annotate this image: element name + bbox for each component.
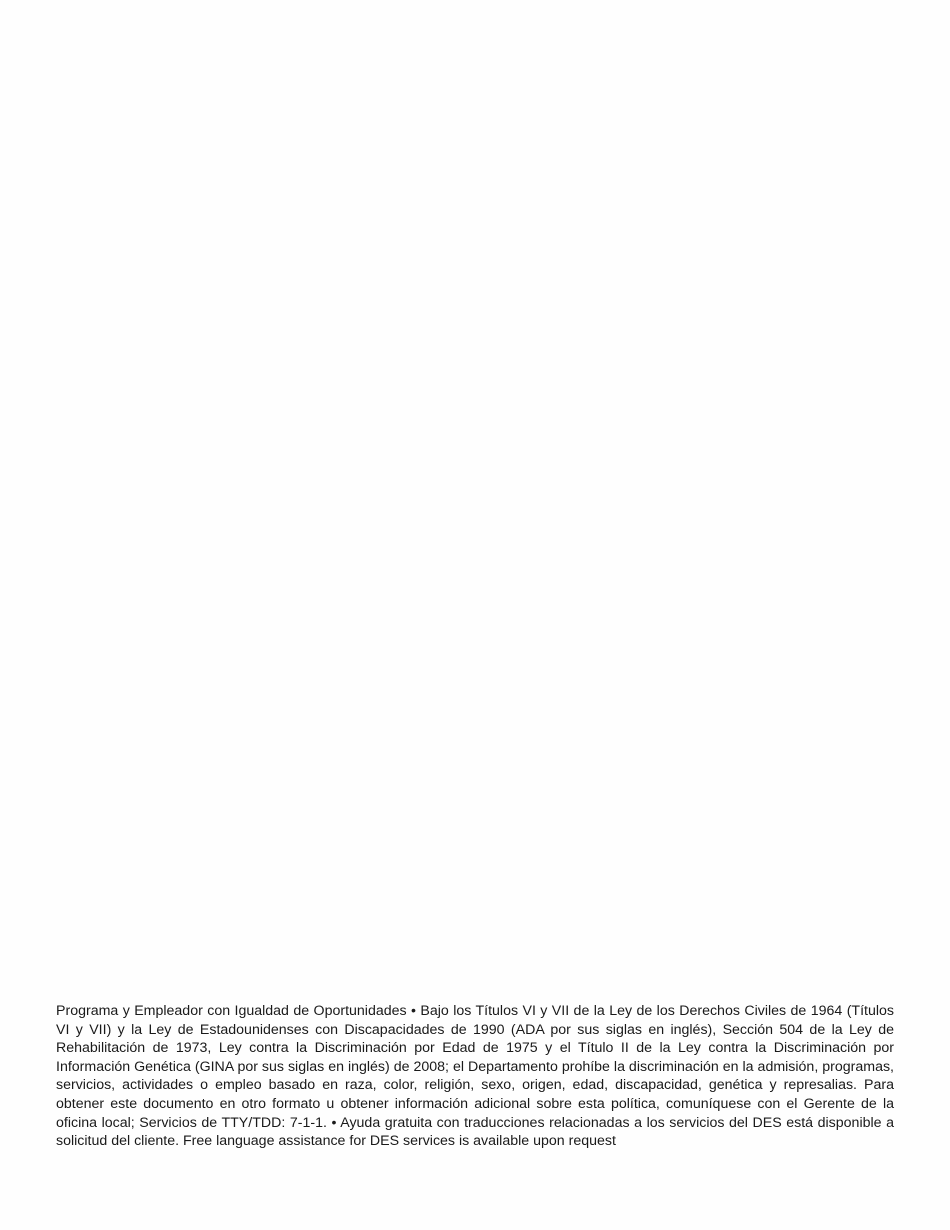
equal-opportunity-notice: Programa y Empleador con Igualdad de Oportunidades • Bajo los Títulos VI y VII de la Ley de los Derechos Civiles de 1964 (Títulos VI y VII) y la Ley de Estadounidenses con Discapacidades de 1990 (ADA por sus siglas en inglés), Sección 504 de la Ley de Rehabilitación de 1973, Ley contra la Discriminación por Edad de 1975 y el Título II de la Ley contra la Discriminación por Información Genética (GINA por sus siglas en inglés) de 2008; el Departamento prohíbe la discriminación en la admisión, programas, servicios, actividades o empleo basado en raza, color, religión, sexo, origen, edad, discapacidad, genética y represalias. Para obtener este documento en otro formato u obtener información adicional sobre esta política, comuníquese con el Gerente de la oficina local; Servicios de TTY/TDD: 7-1-1. • Ayuda gratuita con traducciones relacionadas a los servicios del DES está disponible a solicitud del cliente. Free language assistance for DES services is available upon request — [56, 1003, 894, 1150]
